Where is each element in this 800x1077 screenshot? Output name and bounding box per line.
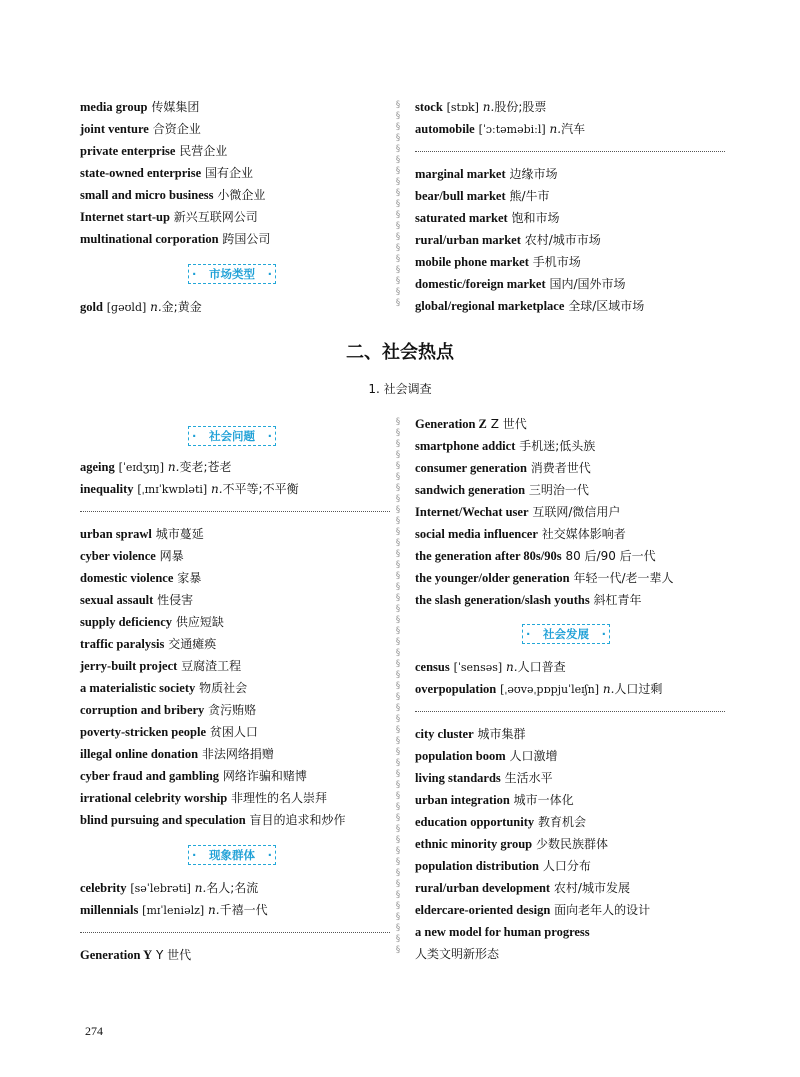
vocab-entry xyxy=(415,118,725,140)
entry-english: jerry-built project xyxy=(80,659,178,673)
vocab-list xyxy=(80,456,390,500)
entry-english: social media influencer xyxy=(415,527,538,541)
phrase-entry xyxy=(80,611,390,633)
phrase-entry xyxy=(80,765,390,787)
entry-chinese: 物质社会 xyxy=(199,681,248,695)
phrase-entry xyxy=(415,229,725,251)
entry-english: overpopulation xyxy=(415,682,497,696)
entry-english: the younger/older generation xyxy=(415,571,570,585)
phrase-entry xyxy=(415,479,725,501)
phrase-entry xyxy=(415,185,725,207)
entry-english: city cluster xyxy=(415,727,474,741)
phrase-entry xyxy=(415,723,725,745)
phrase-entry xyxy=(80,228,390,250)
phrase-entry xyxy=(415,273,725,295)
dotted-separator xyxy=(415,711,725,712)
wrapped-entry-translation xyxy=(415,943,725,965)
entry-chinese: 面向老年人的设计 xyxy=(554,903,651,917)
entry-chinese: 网暴 xyxy=(159,549,184,563)
entry-chinese: Z 世代 xyxy=(490,417,527,431)
lower-right-column xyxy=(415,413,725,611)
entry-part-of-speech: n. xyxy=(208,903,220,917)
entry-english: smartphone addict xyxy=(415,439,516,453)
vocab-entry xyxy=(80,478,390,500)
entry-list xyxy=(415,413,725,611)
entry-english: census xyxy=(415,660,450,674)
phrase-entry xyxy=(80,677,390,699)
column-divider-top: § § § § § § § § § § § § § § § § § § § xyxy=(395,100,401,308)
phrase-entry xyxy=(415,877,725,899)
phrase-entry xyxy=(415,501,725,523)
entry-chinese: 人口激增 xyxy=(509,749,558,763)
entry-phonetic: [ɡəʊld] xyxy=(106,301,147,314)
entry-english: blind pursuing and speculation xyxy=(80,813,246,827)
entry-english: population distribution xyxy=(415,859,540,873)
entry-english: poverty-stricken people xyxy=(80,725,207,739)
entry-english: illegal online donation xyxy=(80,747,199,761)
tag-social-problems: · 社会问题 · xyxy=(188,426,276,446)
entry-phonetic: [stɒk] xyxy=(446,101,479,114)
entry-chinese: 新兴互联网公司 xyxy=(173,210,258,224)
entry-chinese: 非理性的名人崇拜 xyxy=(231,791,328,805)
phrase-entry xyxy=(80,523,390,545)
entry-chinese: 人口分布 xyxy=(542,859,591,873)
entry-part-of-speech: n. xyxy=(150,300,162,314)
column-divider-bottom: § § § § § § § § § § § § § § § § § § § § § § § § § § § § § § § § § § § § § § § § § § § § § § § § § xyxy=(395,417,401,955)
phrase-entry xyxy=(80,809,390,831)
phrase-entry xyxy=(80,118,390,140)
entry-english: celebrity xyxy=(80,881,127,895)
entry-english: the generation after 80s/90s xyxy=(415,549,562,563)
entry-chinese: 国内/国外市场 xyxy=(549,277,626,291)
entry-english: rural/urban development xyxy=(415,881,551,895)
entry-part-of-speech: n. xyxy=(482,100,495,114)
entry-chinese: 千禧一代 xyxy=(219,903,268,917)
vocab-list xyxy=(80,877,390,921)
phrase-entry xyxy=(415,833,725,855)
entry-chinese: 小微企业 xyxy=(217,188,266,202)
entry-part-of-speech: n. xyxy=(167,460,180,474)
entry-english: education opportunity xyxy=(415,815,535,829)
entry-english: Internet start-up xyxy=(80,210,170,224)
entry-chinese: 斜杠青年 xyxy=(593,593,642,607)
entry-chinese: 农村/城市市场 xyxy=(524,233,601,247)
section-heading: 二、社会热点 xyxy=(346,342,454,363)
phrase-entry xyxy=(80,206,390,228)
phrase-entry xyxy=(415,523,725,545)
entry-phonetic: [ˈsensəs] xyxy=(453,661,503,674)
entry-chinese: 跨国公司 xyxy=(222,232,271,246)
entry-chinese: 民营企业 xyxy=(179,144,228,158)
tag-market-type: · 市场类型 · xyxy=(188,264,276,284)
entry-chinese: 盲目的追求和炒作 xyxy=(249,813,346,827)
entry-english: a materialistic society xyxy=(80,681,196,695)
entry-chinese: 性侵害 xyxy=(157,593,194,607)
entry-chinese: 三明治一代 xyxy=(528,483,589,497)
entry-chinese: 社交媒体影响者 xyxy=(541,527,626,541)
phrase-entry xyxy=(415,545,725,567)
vocab-entry xyxy=(415,96,725,118)
entry-english: a new model for human progress xyxy=(415,925,590,939)
phrase-entry xyxy=(80,743,390,765)
entry-chinese: 年轻一代/老一辈人 xyxy=(573,571,674,585)
phrase-entry xyxy=(415,457,725,479)
entry-part-of-speech: n. xyxy=(602,682,615,696)
top-left-vocab xyxy=(80,296,390,318)
tag-social-development: · 社会发展 · xyxy=(522,624,610,644)
entry-chinese: 人口普查 xyxy=(517,660,566,674)
tag-phenomenon-groups: · 现象群体 · xyxy=(188,845,276,865)
entry-chinese: 城市蔓延 xyxy=(155,527,204,541)
entry-part-of-speech: n. xyxy=(506,660,518,674)
entry-chinese: 家暴 xyxy=(177,571,202,585)
entry-english: sandwich generation xyxy=(415,483,526,497)
entry-chinese: 少数民族群体 xyxy=(535,837,608,851)
phrase-entry xyxy=(415,745,725,767)
entry-english: corruption and bribery xyxy=(80,703,205,717)
entry-list xyxy=(415,723,725,921)
phrase-entry xyxy=(80,633,390,655)
entry-part-of-speech: n. xyxy=(549,122,562,136)
entry-chinese: 边缘市场 xyxy=(509,167,558,181)
entry-chinese: 供应短缺 xyxy=(175,615,224,629)
entry-phonetic: [ˌɪnɪˈkwɒləti] xyxy=(137,483,208,496)
entry-english: eldercare-oriented design xyxy=(415,903,551,917)
vocab-entry xyxy=(415,678,725,700)
entry-english: cyber fraud and gambling xyxy=(80,769,220,783)
phrase-entry xyxy=(415,251,725,273)
dotted-separator xyxy=(415,151,725,152)
entry-english: ethnic minority group xyxy=(415,837,533,851)
entry-chinese: 国有企业 xyxy=(204,166,253,180)
phrase-entry xyxy=(80,944,390,966)
entry-english: Generation Y xyxy=(80,948,153,962)
vocab-entry xyxy=(80,899,390,921)
phrase-entry xyxy=(80,567,390,589)
top-left-column xyxy=(80,96,390,250)
phrase-entry xyxy=(80,162,390,184)
entry-chinese: 传媒集团 xyxy=(151,100,200,114)
top-right-column xyxy=(415,96,725,317)
phrase-entry xyxy=(415,207,725,229)
entry-english: state-owned enterprise xyxy=(80,166,202,180)
entry-chinese: 教育机会 xyxy=(537,815,586,829)
entry-phonetic: [ˈɔːtəməbiːl] xyxy=(478,123,546,136)
entry-english: saturated market xyxy=(415,211,508,225)
entry-chinese: 生活水平 xyxy=(504,771,553,785)
entry-english: inequality xyxy=(80,482,134,496)
phrase-entry xyxy=(415,435,725,457)
phrase-entry xyxy=(80,184,390,206)
entry-list xyxy=(415,163,725,317)
phrase-entry xyxy=(80,721,390,743)
entry-english: supply deficiency xyxy=(80,615,173,629)
entry-english: media group xyxy=(80,100,148,114)
entry-english: population boom xyxy=(415,749,506,763)
entry-chinese: 城市一体化 xyxy=(513,793,574,807)
entry-list xyxy=(80,96,390,250)
entry-chinese: 汽车 xyxy=(561,122,586,136)
entry-chinese: 人口过剩 xyxy=(614,682,663,696)
entry-english: marginal market xyxy=(415,167,506,181)
dotted-separator xyxy=(80,511,390,512)
lower-right-column-2 xyxy=(415,656,725,965)
entry-chinese: 非法网络捐赠 xyxy=(201,747,274,761)
entry-chinese: 农村/城市发展 xyxy=(553,881,630,895)
page-number: 274 xyxy=(85,1024,103,1038)
entry-chinese: 饱和市场 xyxy=(511,211,560,225)
entry-chinese: Y 世代 xyxy=(155,948,192,962)
entry-chinese: 熊/牛市 xyxy=(509,189,550,203)
entry-english: urban integration xyxy=(415,793,510,807)
entry-english: urban sprawl xyxy=(80,527,152,541)
entry-english: domestic violence xyxy=(80,571,174,585)
vocab-entry xyxy=(80,296,390,318)
lower-left-column xyxy=(80,456,390,831)
entry-phonetic: [səˈlebrəti] xyxy=(130,882,191,895)
phrase-entry xyxy=(80,589,390,611)
entry-chinese: 变老;苍老 xyxy=(179,460,232,474)
entry-english: bear/bull market xyxy=(415,189,506,203)
entry-english: Generation Z xyxy=(415,417,487,431)
entry-chinese: 手机迷;低头族 xyxy=(519,439,596,453)
phrase-entry xyxy=(415,855,725,877)
entry-english: consumer generation xyxy=(415,461,527,475)
entry-chinese: 手机市场 xyxy=(532,255,581,269)
phrase-entry xyxy=(415,413,725,435)
entry-english: irrational celebrity worship xyxy=(80,791,228,805)
phrase-entry xyxy=(80,699,390,721)
entry-chinese: 交通瘫痪 xyxy=(168,637,217,651)
entry-phonetic: [mɪˈleniəlz] xyxy=(142,904,205,917)
entry-chinese: 城市集群 xyxy=(477,727,526,741)
vocab-list xyxy=(415,96,725,140)
phrase-entry xyxy=(415,811,725,833)
entry-chinese: 网络诈骗和赌博 xyxy=(222,769,307,783)
entry-english: rural/urban market xyxy=(415,233,521,247)
entry-english: joint venture xyxy=(80,122,149,136)
entry-chinese: 全球/区域市场 xyxy=(568,299,645,313)
entry-part-of-speech: n. xyxy=(211,482,223,496)
wrapped-entry xyxy=(415,921,725,943)
entry-chinese: 股份;股票 xyxy=(494,100,547,114)
vocab-entry xyxy=(80,877,390,899)
entry-english: global/regional marketplace xyxy=(415,299,565,313)
entry-chinese: 人类文明新形态 xyxy=(415,947,500,961)
vocab-list xyxy=(80,296,390,318)
entry-english: gold xyxy=(80,300,103,314)
phrase-entry xyxy=(80,545,390,567)
entry-english: traffic paralysis xyxy=(80,637,165,651)
entry-list xyxy=(80,523,390,831)
vocab-list xyxy=(415,656,725,700)
phrase-entry xyxy=(415,899,725,921)
entry-english: sexual assault xyxy=(80,593,154,607)
entry-english: the slash generation/slash youths xyxy=(415,593,590,607)
entry-english: cyber violence xyxy=(80,549,156,563)
phrase-entry xyxy=(415,567,725,589)
entry-phonetic: [ˌəʊvəˌpɒpjuˈleɪʃn] xyxy=(500,683,600,696)
phrase-entry xyxy=(415,789,725,811)
phrase-entry xyxy=(415,163,725,185)
phrase-entry xyxy=(80,655,390,677)
entry-chinese: 贪污贿赂 xyxy=(208,703,257,717)
entry-english: ageing xyxy=(80,460,115,474)
phrase-entry xyxy=(80,96,390,118)
entry-english: Internet/Wechat user xyxy=(415,505,529,519)
entry-english: living standards xyxy=(415,771,501,785)
entry-chinese: 不平等;不平衡 xyxy=(222,482,299,496)
entry-english: mobile phone market xyxy=(415,255,529,269)
entry-chinese: 消费者世代 xyxy=(530,461,591,475)
entry-part-of-speech: n. xyxy=(194,881,207,895)
vocab-entry xyxy=(80,456,390,478)
entry-list xyxy=(80,944,390,966)
lower-left-column-2 xyxy=(80,877,390,966)
entry-english: private enterprise xyxy=(80,144,176,158)
entry-chinese: 合资企业 xyxy=(152,122,201,136)
entry-chinese: 贫困人口 xyxy=(209,725,258,739)
entry-chinese: 名人;名流 xyxy=(206,881,259,895)
entry-phonetic: [ˈeɪdʒɪŋ] xyxy=(118,461,165,474)
phrase-entry xyxy=(415,589,725,611)
entry-chinese: 80 后/90 后一代 xyxy=(565,549,656,563)
entry-english: millennials xyxy=(80,903,139,917)
entry-english: stock xyxy=(415,100,443,114)
dotted-separator xyxy=(80,932,390,933)
subsection-heading: 1. 社会调查 xyxy=(368,382,432,396)
entry-english: multinational corporation xyxy=(80,232,219,246)
entry-chinese: 豆腐渣工程 xyxy=(181,659,242,673)
phrase-entry xyxy=(415,295,725,317)
entry-chinese: 金;黄金 xyxy=(161,300,202,314)
phrase-entry xyxy=(80,140,390,162)
entry-english: domestic/foreign market xyxy=(415,277,546,291)
phrase-entry xyxy=(80,787,390,809)
phrase-entry xyxy=(415,767,725,789)
entry-english: small and micro business xyxy=(80,188,214,202)
entry-chinese: 互联网/微信用户 xyxy=(532,505,621,519)
entry-english: automobile xyxy=(415,122,475,136)
vocab-entry xyxy=(415,656,725,678)
